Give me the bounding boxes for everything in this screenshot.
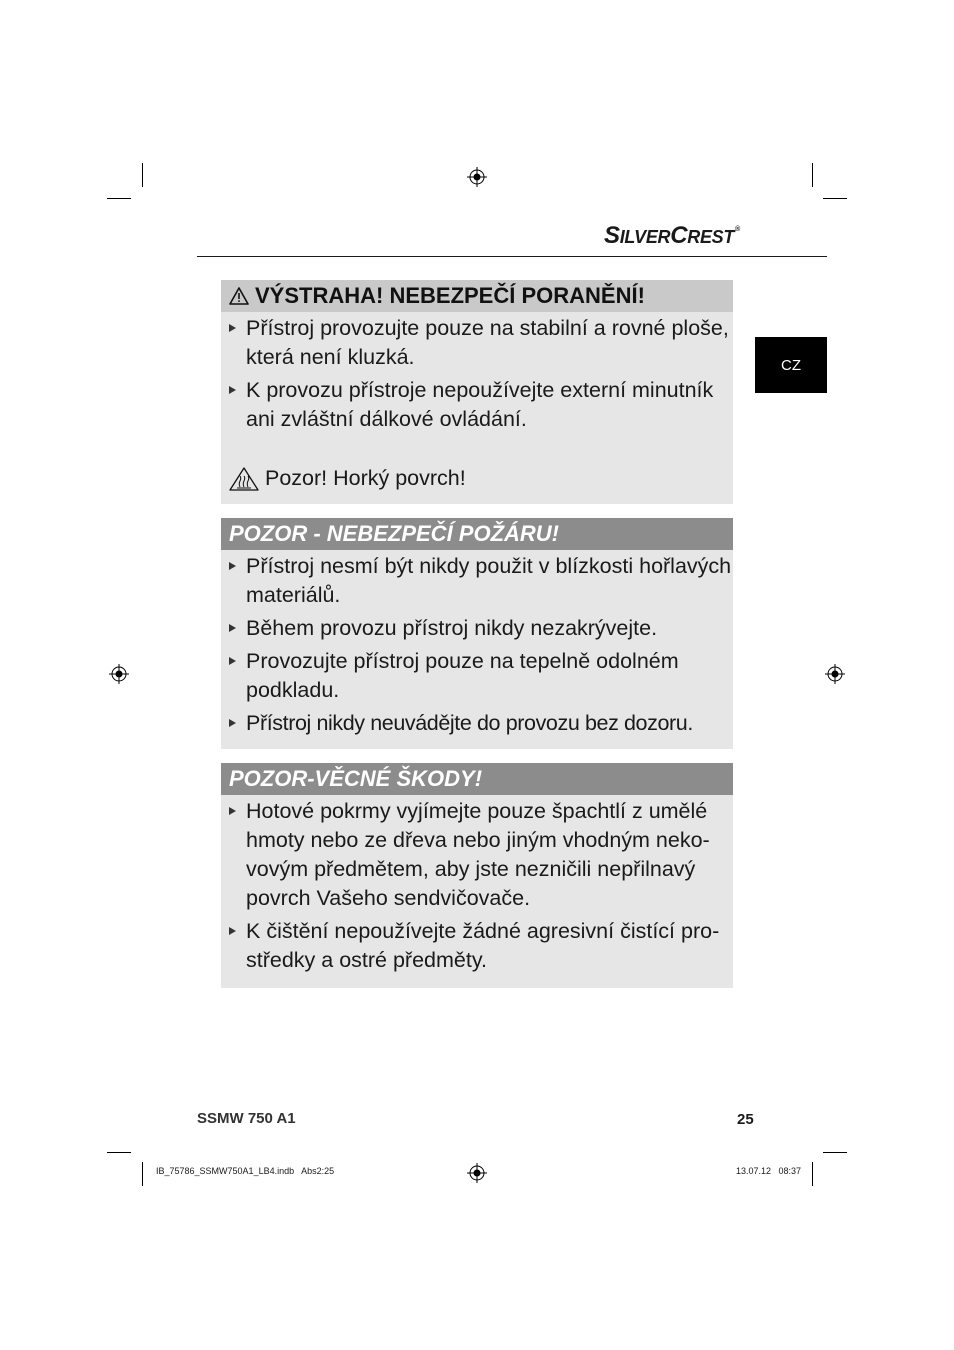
section-title: POZOR-VĚCNÉ ŠKODY!	[229, 766, 483, 791]
registration-mark-icon	[467, 1163, 487, 1183]
bullet-arrow-icon	[229, 719, 236, 727]
header-divider	[197, 256, 827, 257]
injury-warning-section	[221, 280, 733, 504]
fire-warning-section	[221, 518, 733, 749]
section-title: VÝSTRAHA! NEBEZPEČÍ PORANĚNÍ!	[255, 283, 645, 308]
crop-mark	[812, 163, 813, 187]
bullet-arrow-icon	[229, 807, 236, 815]
list-item: Provozujte přístroj pouze na tepelně odolném podkladu.	[221, 647, 733, 705]
list-item: K čištění nepoužívejte žádné agresivní čistící prostředky a ostré předměty.	[221, 917, 733, 975]
model-number: SSMW 750 A1	[197, 1110, 296, 1127]
bullet-arrow-icon	[229, 657, 236, 665]
list-item: Přístroj nikdy neuvádějte do provozu bez dozoru.	[221, 709, 733, 738]
hot-surface-warning: Pozor! Horký povrch!	[221, 466, 733, 491]
print-slug-file: IB_75786_SSMW750A1_LB4.indb Abs2:25	[156, 1166, 335, 1176]
language-tab: CZ	[755, 337, 827, 393]
item-list	[221, 312, 733, 434]
registration-mark-icon	[467, 167, 487, 187]
section-heading	[221, 280, 733, 312]
section-heading	[221, 518, 733, 550]
list-item: Hotové pokrmy vyjímejte pouze špachtlí z umělé hmoty nebo ze dřeva nebo jiným vhodným nekovovým předmětem, aby jste nezničili nepřilnavý povrch Vašeho sendvičovače.	[221, 797, 733, 913]
section-heading	[221, 763, 733, 795]
section-title: POZOR - NEBEZPEČÍ POŽÁRU!	[229, 521, 560, 546]
item-list	[221, 795, 733, 975]
crop-mark	[107, 198, 131, 199]
bullet-arrow-icon	[229, 927, 236, 935]
bullet-arrow-icon	[229, 386, 236, 394]
list-item: Během provozu přístroj nikdy nezakrývejte.	[221, 614, 733, 643]
crop-mark	[812, 1162, 813, 1186]
registration-mark-icon	[825, 664, 845, 684]
list-item: Přístroj nesmí být nikdy použit v blízkosti hořlavých materiálů.	[221, 552, 733, 610]
page-number: 25	[737, 1111, 754, 1128]
bullet-arrow-icon	[229, 562, 236, 570]
crop-mark	[107, 1152, 131, 1153]
bullet-arrow-icon	[229, 624, 236, 632]
registration-mark-icon	[109, 664, 129, 684]
crop-mark	[823, 1152, 847, 1153]
warning-triangle-icon	[229, 287, 249, 305]
crop-mark	[823, 198, 847, 199]
list-item: Přístroj provozujte pouze na stabilní a rovné ploše, která není kluzká.	[221, 314, 733, 372]
list-item: K provozu přístroje nepoužívejte externí minutník ani zvláštní dálkové ovládání.	[221, 376, 733, 434]
crop-mark	[142, 1162, 143, 1186]
property-damage-section	[221, 763, 733, 988]
crop-mark	[142, 163, 143, 187]
hot-surface-icon	[229, 467, 259, 491]
item-list	[221, 550, 733, 738]
bullet-arrow-icon	[229, 324, 236, 332]
print-slug-date: 13.07.12 08:37	[736, 1166, 802, 1176]
brand-logo: SILVERCREST®	[604, 222, 740, 249]
